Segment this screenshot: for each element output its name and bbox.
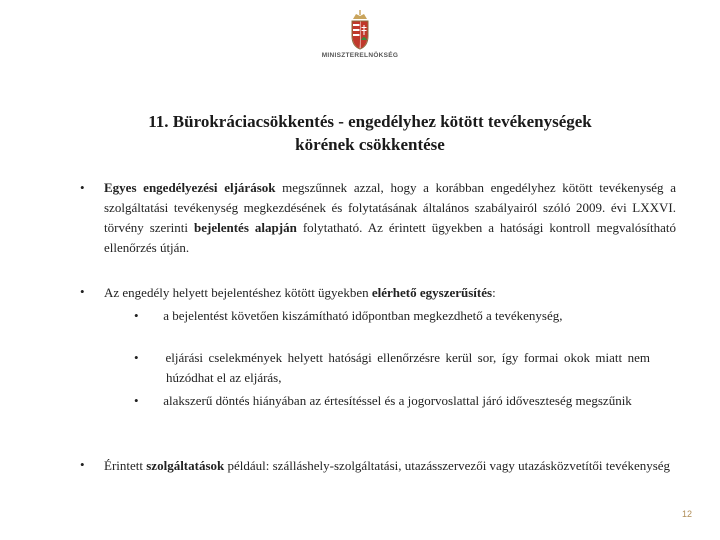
bullet-3-bold: szolgáltatások — [146, 458, 225, 473]
sub-bullet-3-text: alakszerű döntés hiányában az értesítéssel és a jogorvoslattal járó időveszteség megszűnik — [163, 393, 632, 408]
bullet-2-bold: elérhető egyszerűsítés — [371, 285, 493, 300]
page-title — [100, 110, 640, 156]
bullet-1-bold-start: Egyes engedélyezési eljárások — [104, 180, 276, 195]
sub-bullet-3-marker: • — [134, 393, 139, 408]
bullet-1-text-b: folytatható. Az érintett ügyekben a hatósági kontroll megvalósítható ellenőrzés útján. — [104, 220, 676, 255]
sub-bullet-2 — [134, 348, 651, 388]
bullet-3-text-a: Érintett — [104, 458, 147, 473]
bullet-3-marker: • — [80, 457, 85, 472]
bullet-3-text — [104, 456, 676, 476]
hungarian-coat-of-arms-icon — [349, 10, 371, 50]
sub-bullet-2-marker: • — [134, 350, 139, 365]
bullet-2-text-a: Az engedély helyett bejelentéshez kötött ügyekben — [104, 285, 372, 300]
title-line-2: körének csökkentése — [295, 135, 445, 154]
bullet-2-text — [104, 283, 676, 303]
ministry-logo-text: MINISZTERELNÖKSÉG — [321, 52, 399, 59]
sub-bullet-1-marker: • — [134, 308, 139, 323]
bullet-2-text-b: : — [492, 285, 496, 300]
bullet-1-text — [104, 178, 676, 258]
sub-bullet-3 — [134, 391, 650, 411]
bullet-1-text-a: megszűnnek azzal, hogy a korábban engedélyhez kötött tevékenység a szolgáltatási tevékenység megkezdésének és folytatásának általános szabályairól szóló 2009. évi LXXVI. törvény szerinti — [104, 180, 676, 235]
page-number: 12 — [681, 509, 692, 519]
sub-bullet-2-text: eljárási cselekmények helyett hatósági ellenőrzésre kerül sor, így formai okok miatt nem húzódhat el az eljárás, — [165, 350, 651, 385]
sub-bullet-1-text: a bejelentést követően kiszámítható időpontban megkezdhető a tevékenység, — [163, 308, 563, 323]
ministry-logo — [310, 10, 410, 76]
bullet-3-text-b: például: szálláshely-szolgáltatási, utazásszervezői vagy utazásközvetítői tevékenység — [224, 458, 671, 473]
bullet-1-marker: • — [80, 180, 85, 195]
title-line-1: 11. Bürokráciacsökkentés - engedélyhez kötött tevékenységek — [148, 112, 592, 131]
bullet-2-marker: • — [80, 284, 85, 299]
sub-bullet-1 — [134, 306, 650, 326]
bullet-1-bold-mid: bejelentés alapján — [194, 220, 297, 235]
